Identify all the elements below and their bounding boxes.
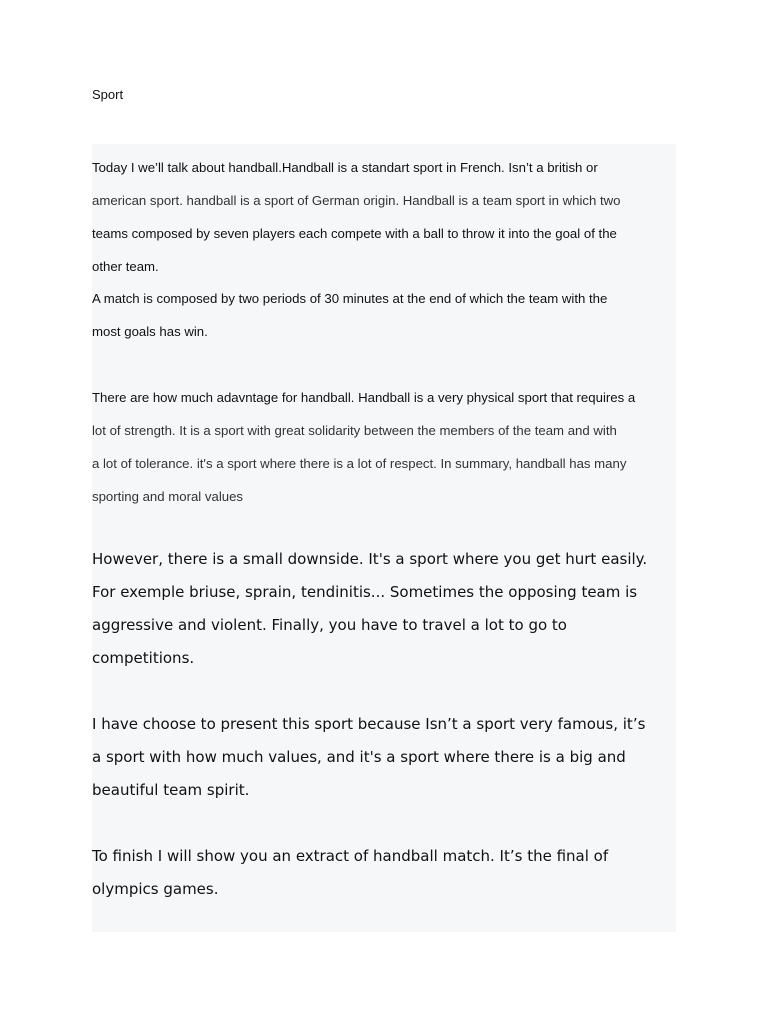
paragraph-line: most goals has win. xyxy=(92,324,208,339)
paragraph-line: To finish I will show you an extract of handball match. It’s the final of xyxy=(92,847,609,865)
paragraph-line: However, there is a small downside. It's a sport where you get hurt easily. xyxy=(92,550,648,568)
paragraph-line: sporting and moral values xyxy=(92,489,244,504)
paragraph-introduction xyxy=(92,151,682,283)
document-title: Sport xyxy=(92,87,124,102)
paragraph-match-duration xyxy=(92,282,682,348)
paragraph-line: There are how much adavntage for handball. Handball is a very physical sport that requires a xyxy=(92,390,636,405)
paragraph-line: teams composed by seven players each compete with a ball to throw it into the goal of the xyxy=(92,226,617,241)
paragraph-downside xyxy=(92,543,682,675)
paragraph-reason xyxy=(92,708,682,807)
paragraph-line: Today I we’ll talk about handball.Handball is a standart sport in French. Isn’t a british or xyxy=(92,160,598,175)
paragraph-line: beautiful team spirit. xyxy=(92,781,250,799)
paragraph-line: For exemple briuse, sprain, tendinitis... Sometimes the opposing team is xyxy=(92,583,638,601)
paragraph-advantages xyxy=(92,381,682,513)
paragraph-conclusion xyxy=(92,840,682,906)
paragraph-line: aggressive and violent. Finally, you have to travel a lot to go to xyxy=(92,616,567,634)
paragraph-line: olympics games. xyxy=(92,880,219,898)
paragraph-line: competitions. xyxy=(92,649,195,667)
paragraph-line: other team. xyxy=(92,259,159,274)
paragraph-line: I have choose to present this sport because Isn’t a sport very famous, it’s xyxy=(92,715,646,733)
paragraph-line: lot of strength. It is a sport with great solidarity between the members of the team and with xyxy=(92,423,617,438)
paragraph-line: american sport. handball is a sport of German origin. Handball is a team sport in which two xyxy=(92,193,621,208)
paragraph-line: a sport with how much values, and it's a sport where there is a big and xyxy=(92,748,626,766)
paragraph-line: A match is composed by two periods of 30 minutes at the end of which the team with the xyxy=(92,291,608,306)
paragraph-line: a lot of tolerance. it's a sport where there is a lot of respect. In summary, handball has many xyxy=(92,456,627,471)
